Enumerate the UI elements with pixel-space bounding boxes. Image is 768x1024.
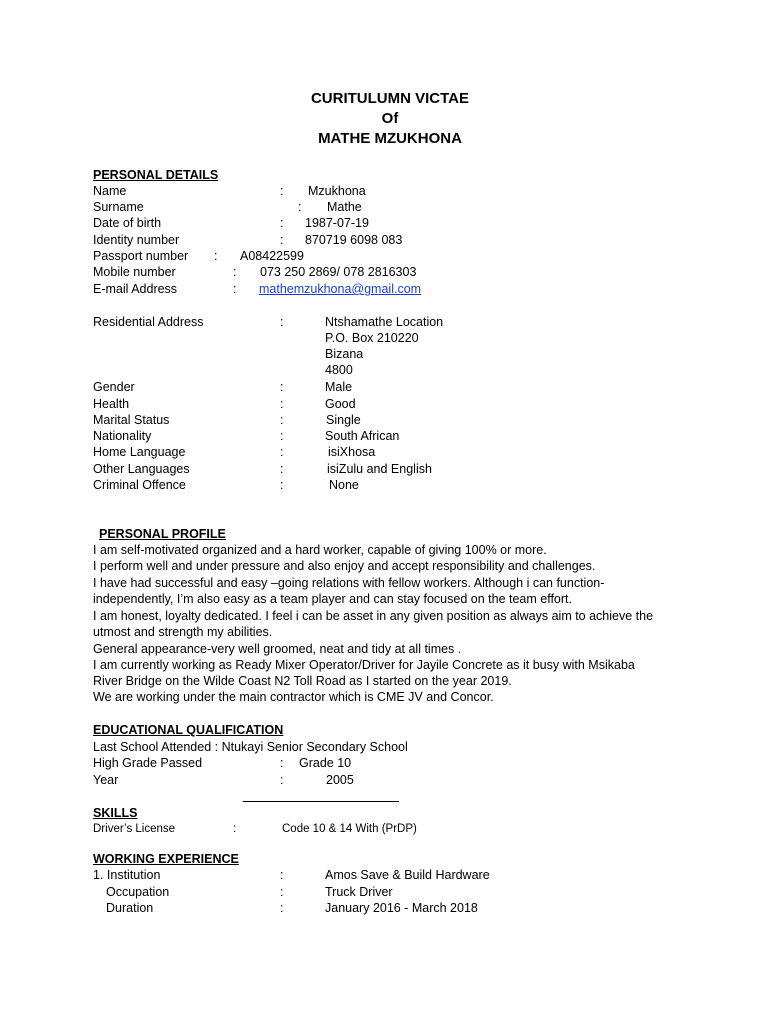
detail-sep: : bbox=[280, 315, 284, 329]
detail-value: Mzukhona bbox=[308, 184, 366, 198]
detail-label: Other Languages bbox=[93, 462, 190, 476]
detail-label: E-mail Address bbox=[93, 282, 178, 296]
skills-label: Driver’s License bbox=[93, 823, 176, 835]
cv-title-of: Of bbox=[381, 110, 399, 127]
detail-sep: : bbox=[280, 233, 284, 247]
skills-sep: : bbox=[233, 823, 237, 835]
detail-value: isiZulu and English bbox=[327, 462, 432, 476]
work-value: January 2016 - March 2018 bbox=[325, 901, 478, 915]
detail-value: Male bbox=[325, 380, 353, 394]
work-label: 1. Institution bbox=[93, 868, 161, 882]
education-heading: EDUCATIONAL QUALIFICATION bbox=[93, 723, 284, 737]
detail-value: 073 250 2869/ 078 2816303 bbox=[260, 265, 417, 279]
skills-heading: SKILLS bbox=[93, 806, 138, 820]
detail-value: A08422599 bbox=[240, 249, 304, 263]
detail-label: Mobile number bbox=[93, 265, 176, 279]
email-link[interactable]: mathemzukhona@gmail.com bbox=[259, 282, 422, 296]
detail-sep: : bbox=[233, 265, 237, 279]
detail-label: Surname bbox=[93, 200, 144, 214]
detail-sep: : bbox=[298, 200, 302, 214]
profile-line: I have had successful and easy –going relations with fellow workers. Although i can function- bbox=[93, 576, 605, 590]
profile-line: I am honest, loyalty dedicated. I feel i can be asset in any given position as always aim to achieve the bbox=[93, 609, 654, 623]
detail-sep: : bbox=[280, 397, 284, 411]
detail-value: 1987-07-19 bbox=[305, 216, 369, 230]
profile-line: I perform well and under pressure and also enjoy and accept responsibility and challenges. bbox=[93, 559, 596, 573]
profile-line: I am self-motivated organized and a hard worker, capable of giving 100% or more. bbox=[93, 543, 547, 557]
skills-value: Code 10 & 14 With (PrDP) bbox=[282, 823, 417, 835]
detail-label: Date of birth bbox=[93, 216, 162, 230]
detail-label: Criminal Offence bbox=[93, 478, 186, 492]
work-value: Amos Save & Build Hardware bbox=[325, 868, 490, 882]
detail-sep: : bbox=[280, 184, 284, 198]
education-value: 2005 bbox=[326, 773, 354, 787]
school-line: Last School Attended : Ntukayi Senior Secondary School bbox=[93, 740, 408, 754]
personal-profile-heading: PERSONAL PROFILE bbox=[99, 527, 226, 541]
work-sep: : bbox=[280, 901, 284, 915]
profile-line: River Bridge on the Wilde Coast N2 Toll Road as I started on the year 2019. bbox=[93, 674, 512, 688]
detail-value: Single bbox=[326, 413, 361, 427]
detail-value: None bbox=[329, 478, 359, 492]
divider-line bbox=[243, 801, 399, 802]
address-line: Bizana bbox=[325, 347, 364, 361]
profile-line: utmost and strength my abilities. bbox=[93, 625, 273, 639]
detail-sep: : bbox=[280, 445, 284, 459]
detail-value: isiXhosa bbox=[328, 445, 376, 459]
detail-label: Gender bbox=[93, 380, 135, 394]
education-sep: : bbox=[280, 756, 284, 770]
profile-line: We are working under the main contractor which is CME JV and Concor. bbox=[93, 690, 494, 704]
work-sep: : bbox=[280, 868, 284, 882]
detail-label: Identity number bbox=[93, 233, 180, 247]
detail-label: Marital Status bbox=[93, 413, 170, 427]
detail-label: Passport number bbox=[93, 249, 189, 263]
detail-sep: : bbox=[280, 380, 284, 394]
profile-line: I am currently working as Ready Mixer Operator/Driver for Jayile Concrete as it busy with Msikaba bbox=[93, 658, 635, 672]
education-value: Grade 10 bbox=[299, 756, 352, 770]
detail-label: Health bbox=[93, 397, 130, 411]
address-line: 4800 bbox=[325, 363, 353, 377]
address-line: P.O. Box 210220 bbox=[325, 331, 419, 345]
work-heading: WORKING EXPERIENCE bbox=[93, 852, 239, 866]
detail-value: South African bbox=[325, 429, 400, 443]
detail-label: Residential Address bbox=[93, 315, 204, 329]
detail-sep: : bbox=[280, 462, 284, 476]
profile-line: General appearance-very well groomed, neat and tidy at all times . bbox=[93, 642, 462, 656]
detail-sep: : bbox=[280, 478, 284, 492]
detail-value: Mathe bbox=[327, 200, 362, 214]
education-label: High Grade Passed bbox=[93, 756, 203, 770]
detail-sep: : bbox=[214, 249, 218, 263]
personal-details-heading: PERSONAL DETAILS bbox=[93, 168, 219, 182]
profile-line: independently, I’m also easy as a team player and can stay focused on the team effort. bbox=[93, 592, 572, 606]
detail-sep: : bbox=[233, 282, 237, 296]
detail-label: Home Language bbox=[93, 445, 186, 459]
work-sep: : bbox=[280, 885, 284, 899]
detail-label: Name bbox=[93, 184, 127, 198]
detail-sep: : bbox=[280, 216, 284, 230]
detail-value: 870719 6098 083 bbox=[305, 233, 403, 247]
detail-value: Good bbox=[325, 397, 356, 411]
education-label: Year bbox=[93, 773, 119, 787]
detail-sep: : bbox=[280, 429, 284, 443]
work-label: Duration bbox=[106, 901, 154, 915]
cv-title: CURITULUMN VICTAE bbox=[310, 90, 470, 107]
education-sep: : bbox=[280, 773, 284, 787]
detail-sep: : bbox=[280, 413, 284, 427]
work-label: Occupation bbox=[106, 885, 170, 899]
detail-label: Nationality bbox=[93, 429, 152, 443]
cv-owner-name: MATHE MZUKHONA bbox=[318, 130, 462, 147]
work-value: Truck Driver bbox=[325, 885, 393, 899]
address-line: Ntshamathe Location bbox=[325, 315, 444, 329]
